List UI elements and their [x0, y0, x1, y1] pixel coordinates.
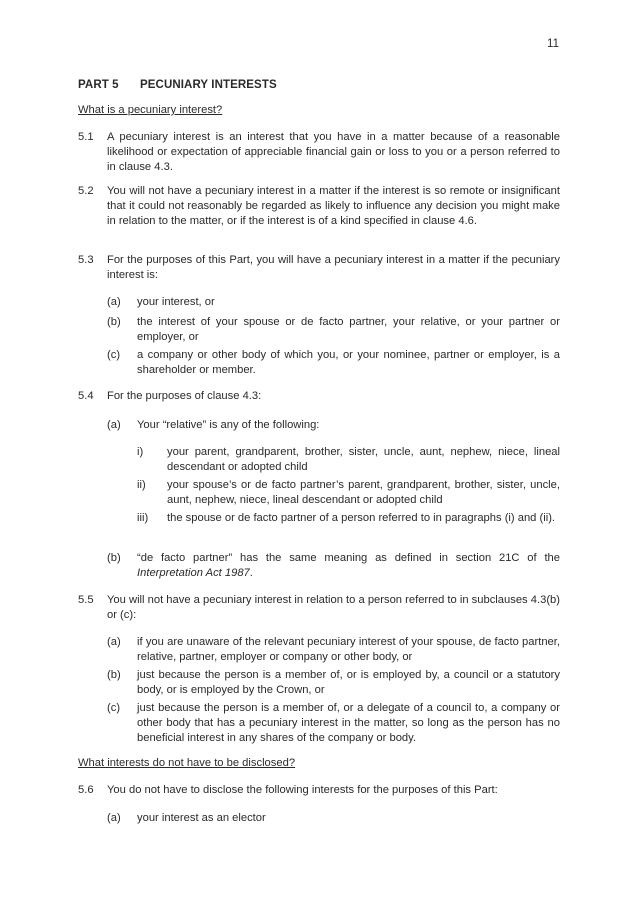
- sub-item-label: iii): [137, 512, 149, 524]
- subheading-what-is-pecuniary-interest: What is a pecuniary interest?: [78, 104, 223, 116]
- sub-item-label: i): [137, 446, 144, 458]
- item-text: if you are unaware of the relevant pecuniary interest of your spouse, de facto partner, relative, partner, employer or company or other body, or: [137, 636, 560, 664]
- clause-5-3-a: [107, 295, 560, 310]
- clause-text: You will not have a pecuniary interest in relation to a person referred to in subclauses 4.3(b) or (c):: [107, 594, 560, 622]
- clause-5-2: [78, 184, 560, 230]
- subheading-interests-not-disclosed: What interests do not have to be disclosed?: [78, 757, 296, 769]
- clause-5-4-a-iii: [137, 511, 560, 526]
- item-text: your interest as an elector: [137, 812, 266, 824]
- act-title: Interpretation Act 1987: [137, 567, 250, 580]
- clause-text: A pecuniary interest is an interest that you have in a matter because of a reasonable likelihood or expectation of appreciable financial gain or loss to you or a person referred to in clause 4.3.: [107, 131, 560, 174]
- item-label: (a): [107, 812, 121, 824]
- item-label: (b): [107, 552, 121, 564]
- item-text: Your “relative” is any of the following:: [137, 419, 320, 431]
- sub-item-text: the spouse or de facto partner of a person referred to in paragraphs (i) and (ii).: [167, 512, 556, 524]
- clause-text: For the purposes of clause 4.3:: [107, 390, 262, 402]
- clause-text: For the purposes of this Part, you will have a pecuniary interest in a matter if the pecuniary interest is:: [107, 254, 560, 282]
- clause-text: You will not have a pecuniary interest in a matter if the interest is so remote or insignificant that it could not reasonably be regarded as likely to influence any decision you might make in relation to the matter, or if the interest is of a kind specified in clause 4.6.: [107, 185, 560, 228]
- item-text: the interest of your spouse or de facto partner, your relative, or your partner or employer, or: [137, 316, 560, 344]
- clause-5-5: [78, 593, 560, 623]
- clause-5-5-b: [107, 668, 560, 698]
- part-title: PECUNIARY INTERESTS: [140, 79, 277, 91]
- part-label: PART 5: [78, 79, 119, 91]
- clause-5-3-c: [107, 348, 560, 378]
- item-label: (c): [107, 702, 121, 714]
- clause-number: 5.1: [78, 131, 94, 143]
- item-text-prefix: “de facto partner” has the same meaning as defined in section 21C of the: [137, 552, 560, 564]
- clause-5-4-b: [107, 551, 560, 581]
- clause-5-5-c: [107, 701, 560, 747]
- item-text-suffix: .: [249, 567, 253, 580]
- clause-number: 5.3: [78, 254, 94, 266]
- item-text: a company or other body of which you, or your nominee, partner or employer, is a shareholder or member.: [137, 349, 560, 377]
- item-label: (c): [107, 349, 121, 361]
- clause-5-3-b: [107, 315, 560, 345]
- clause-5-4: [78, 389, 560, 404]
- clause-number: 5.4: [78, 390, 94, 402]
- item-label: (a): [107, 636, 121, 648]
- page-number: 11: [547, 38, 559, 50]
- clause-5-4-a-i: [137, 445, 560, 475]
- item-label: (b): [107, 316, 121, 328]
- clause-5-4-a-ii: [137, 478, 560, 508]
- item-text: just because the person is a member of, or a delegate of a council to, a company or other body that has a pecuniary interest in the matter, so long as the person has no beneficial interest in any shares of the company or body.: [137, 702, 560, 745]
- clause-text: You do not have to disclose the following interests for the purposes of this Part:: [107, 784, 498, 796]
- clause-5-5-a: [107, 635, 560, 665]
- part-heading: [78, 78, 277, 93]
- clause-5-3: [78, 253, 560, 283]
- item-label: (b): [107, 669, 121, 681]
- item-label: (a): [107, 296, 121, 308]
- clause-number: 5.2: [78, 185, 94, 197]
- sub-item-text: your parent, grandparent, brother, sister, uncle, aunt, nephew, niece, lineal descendant or adopted child: [167, 446, 560, 474]
- item-text: [137, 551, 560, 581]
- clause-5-1: [78, 130, 560, 176]
- item-text: your interest, or: [137, 296, 215, 308]
- sub-item-label: ii): [137, 479, 146, 491]
- clause-number: 5.6: [78, 784, 94, 796]
- clause-5-6: [78, 783, 560, 798]
- clause-5-6-a: [107, 811, 560, 826]
- item-text: just because the person is a member of, or is employed by, a council or a statutory body, or is employed by the Crown, or: [137, 669, 560, 697]
- item-label: (a): [107, 419, 121, 431]
- sub-item-text: your spouse’s or de facto partner’s parent, grandparent, brother, sister, uncle, aunt, nephew, niece, lineal descendant or adopted child: [167, 479, 560, 507]
- clause-number: 5.5: [78, 594, 94, 606]
- clause-5-4-a: [107, 418, 560, 433]
